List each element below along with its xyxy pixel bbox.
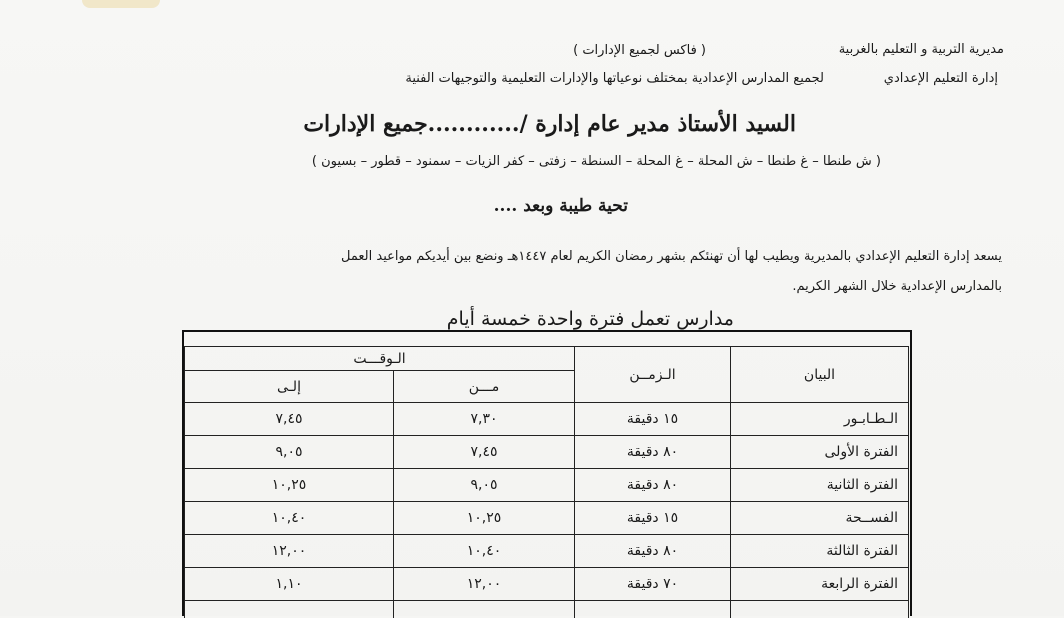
row-2-from: ٧,٤٥ (470, 444, 498, 460)
directorate-name: مديرية التربية و التعليم بالغربية (838, 42, 1004, 57)
row-5-to: ١٢,٠٠ (271, 543, 307, 559)
header-item: البيان (803, 366, 836, 383)
addressee-heading: السيد الأستاذ مدير عام إدارة /............جميع الإدارات (303, 111, 796, 137)
row-4-item: الفســحة (845, 510, 898, 526)
row-3-from: ٩,٠٥ (470, 477, 498, 493)
row-3-to: ١٠,٢٥ (271, 477, 307, 493)
row-5-duration: ٨٠ دقيقة (626, 543, 679, 559)
row-1-duration: ١٥ دقيقة (626, 411, 679, 427)
greeting: تحية طيبة وبعد .... (493, 196, 628, 216)
fax-label: ( فاكس لجميع الإدارات ) (573, 43, 706, 58)
row-4-from: ١٠,٢٥ (466, 510, 502, 526)
header-time: الـوقـــت (353, 350, 406, 367)
row-6-from: ١٢,٠٠ (466, 576, 502, 592)
row-4-to: ١٠,٤٠ (271, 510, 307, 526)
row-2-to: ٩,٠٥ (275, 444, 303, 460)
row-1-to: ٧,٤٥ (275, 411, 303, 427)
row-5-item: الفترة الثالثة (826, 543, 898, 559)
row-line-6 (184, 600, 909, 601)
row-1-from: ٧,٣٠ (470, 411, 498, 427)
row-2-duration: ٨٠ دقيقة (626, 444, 679, 460)
row-3-item: الفترة الثانية (826, 477, 898, 493)
recipients-line: لجميع المدارس الإعدادية بمختلف نوعياتها والإدارات التعليمية والتوجيهات الفنية (405, 71, 824, 86)
row-6-item: الفترة الرابعة (821, 576, 898, 592)
row-2-item: الفترة الأولى (824, 444, 898, 460)
row-4-duration: ١٥ دقيقة (626, 510, 679, 526)
paper-smudge (82, 0, 160, 8)
table-title: مدارس تعمل فترة واحدة خمسة أيام (446, 308, 734, 330)
row-5-from: ١٠,٤٠ (466, 543, 502, 559)
header-to: إلـى (277, 378, 301, 395)
divider-right-inner (908, 346, 909, 618)
row-3-duration: ٨٠ دقيقة (626, 477, 679, 493)
header-from: مـــن (468, 378, 500, 395)
department-name: إدارة التعليم الإعدادي (883, 71, 998, 86)
row-6-to: ١,١٠ (275, 576, 303, 592)
schedule-table (182, 330, 912, 616)
row-1-item: الـطـابـور (843, 411, 898, 427)
districts-list: ( ش طنطا – غ طنطا – ش المحلة – غ المحلة – السنطة – زفتى – كفر الزيات – سمنود – قطور – بسيون ) (311, 154, 881, 169)
body-text-line-2: بالمدارس الإعدادية خلال الشهر الكريم. (792, 279, 1002, 294)
body-text-line-1: يسعد إدارة التعليم الإعدادي بالمديرية ويطيب لها أن تهنئكم بشهر رمضان الكريم لعام ١٤٤٧هـ ونضع بين أيديكم مواعيد العمل (341, 249, 1002, 264)
row-6-duration: ٧٠ دقيقة (626, 576, 679, 592)
header-duration: الـزمــن (629, 366, 676, 383)
